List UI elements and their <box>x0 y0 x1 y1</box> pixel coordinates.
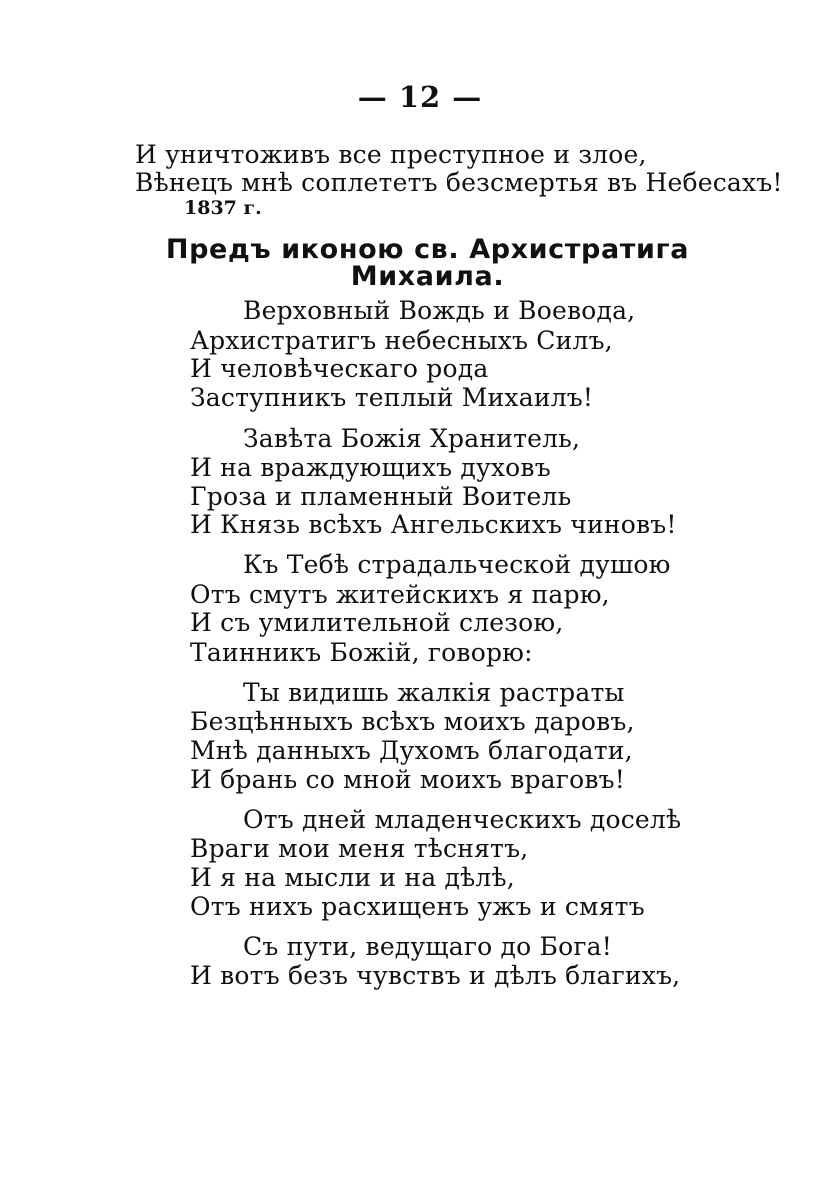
poem-line: Съ пути, ведущаго до Бога! <box>243 932 613 961</box>
poem-date: 1837 г. <box>184 197 262 219</box>
poem-line: Отъ смутъ житейскихъ я парю, <box>190 580 610 609</box>
poem-line: Безцѣнныхъ всѣхъ моихъ даровъ, <box>190 707 635 736</box>
poem-line: Верховный Вождь и Воевода, <box>243 296 636 325</box>
poem-line: Ты видишь жалкія растраты <box>243 678 625 707</box>
poem-line: Таинникъ Божій, говорю: <box>190 638 533 667</box>
poem-line: Отъ нихъ расхищенъ ужъ и смятъ <box>190 892 645 921</box>
previous-poem-line: И уничтоживъ все преступное и злое, <box>135 140 647 169</box>
previous-poem-line: Вѣнецъ мнѣ соплететъ безсмертья въ Небесахъ! <box>135 168 783 197</box>
poem-line: И вотъ безъ чувствъ и дѣлъ благихъ, <box>190 961 681 990</box>
poem-line: Къ Тебѣ страдальческой душою <box>243 550 671 579</box>
poem-line: Враги мои меня тѣснятъ, <box>190 834 529 863</box>
poem-line: Заступникъ теплый Михаилъ! <box>190 383 594 412</box>
poem-title: Михаила. <box>350 261 505 292</box>
poem-line: И на враждующихъ духовъ <box>190 453 551 482</box>
poem-line: Гроза и пламенный Воитель <box>190 482 572 511</box>
page-number: — 12 — <box>357 80 483 114</box>
poem-line: И съ умилительной слезою, <box>190 608 564 637</box>
poem-line: Архистратигъ небесныхъ Силъ, <box>190 326 613 355</box>
poem-line: И я на мысли и на дѣлѣ, <box>190 863 515 892</box>
poem-line: И человѣческаго рода <box>190 354 489 383</box>
poem-line: И Князь всѣхъ Ангельскихъ чиновъ! <box>190 510 677 539</box>
poem-title: Предъ иконою св. Архистратига <box>165 234 690 265</box>
poem-line: И брань со мной моихъ враговъ! <box>190 765 625 794</box>
poem-line: Отъ дней младенческихъ доселѣ <box>243 805 682 834</box>
poem-line: Завѣта Божія Хранитель, <box>243 424 581 453</box>
poem-line: Мнѣ данныхъ Духомъ благодати, <box>190 736 633 765</box>
